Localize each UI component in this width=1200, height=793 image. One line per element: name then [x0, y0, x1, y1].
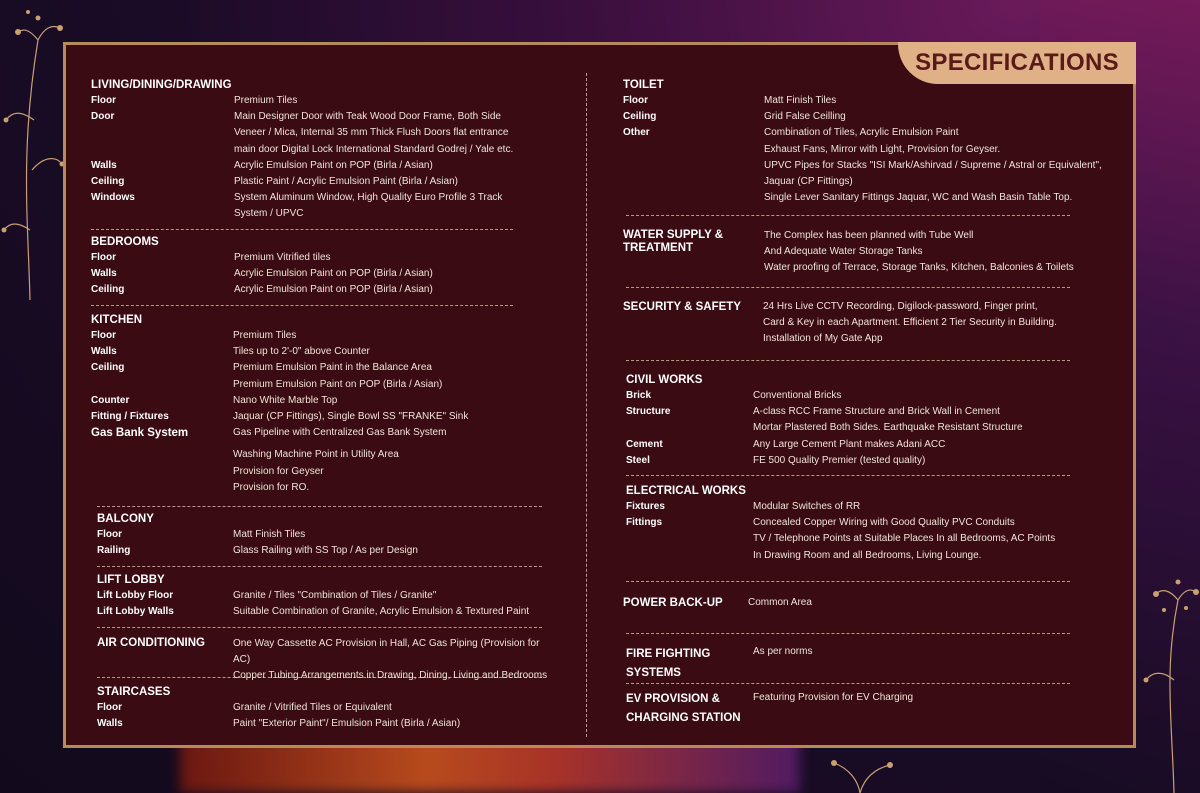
spec-label: Walls	[97, 718, 123, 730]
spec-label: Cement	[626, 438, 663, 450]
section-security-safety	[623, 299, 1113, 348]
spec-label: Fixtures	[626, 501, 665, 512]
spec-value: Card & Key in each Apartment. Efficient 2 Tier Security in Building.	[763, 317, 1057, 329]
spec-label: Walls	[91, 159, 117, 171]
spec-value: Veneer / Mica, Internal 35 mm Thick Flush Doors flat entrance	[234, 127, 509, 139]
section-electrical-works	[626, 484, 1116, 564]
spec-value: UPVC Pipes for Stacks "ISI Mark/Ashirvad / Supreme / Astral or Equivalent",	[764, 159, 1102, 171]
spec-row	[623, 299, 1113, 315]
spec-value: Suitable Combination of Granite, Acrylic Emulsion & Textured Paint	[233, 606, 530, 618]
spec-row	[91, 125, 551, 141]
spec-label: Ceiling	[623, 111, 657, 123]
section-heading: BALCONY	[97, 513, 154, 525]
spec-label: Floor	[91, 252, 116, 263]
spec-label: Ceiling	[91, 284, 125, 296]
spec-row	[91, 93, 551, 109]
spec-value: Provision for Geyser	[233, 465, 324, 477]
spec-value: Acrylic Emulsion Paint on POP (Birla / Asian)	[234, 159, 433, 171]
section-heading: CIVIL WORKS	[626, 374, 703, 386]
spec-value: Nano White Marble Top	[233, 394, 338, 406]
section-heading: LIVING/DINING/DRAWING	[91, 79, 232, 91]
spec-row	[626, 388, 1116, 404]
section-civil-works	[626, 373, 1116, 469]
spec-value: Mortar Plastered Both Sides. Earthquake Resistant Structure	[753, 422, 1023, 434]
spec-value: main door Digital Lock International Standard Godrej / Yale etc.	[234, 143, 514, 155]
spec-label: Steel	[626, 454, 650, 466]
spec-row	[91, 266, 551, 282]
section-staircases	[97, 685, 557, 732]
spec-row	[626, 548, 1116, 564]
spec-value: Paint "Exterior Paint"/ Emulsion Paint (Birla / Asian)	[233, 718, 461, 730]
spec-row	[623, 125, 1113, 141]
spec-value: One Way Cassette AC Provision in Hall, AC Gas Piping (Provision for AC)	[233, 638, 540, 666]
spec-value: The Complex has been planned with Tube Well	[764, 230, 974, 241]
spec-label: Lift Lobby Floor	[97, 590, 174, 601]
spec-row	[97, 527, 557, 543]
spec-row	[623, 109, 1113, 125]
spec-label: Floor	[91, 330, 116, 341]
spec-row	[91, 250, 551, 266]
section-divider	[626, 475, 1070, 476]
section-heading: WATER SUPPLY & TREATMENT	[623, 229, 724, 254]
spec-row	[91, 190, 551, 206]
spec-row	[626, 499, 1116, 515]
spec-value: Copper Tubing Arrangements in Drawing, Dining, Living and Bedrooms	[233, 670, 548, 682]
spec-label: Floor	[97, 702, 122, 713]
spec-label: Gas Bank System	[91, 427, 189, 440]
section-heading: EV PROVISION & CHARGING STATION	[626, 693, 741, 724]
section-ev-provision	[626, 690, 1116, 724]
spec-value: Exhaust Fans, Mirror with Light, Provision for Geyser.	[764, 143, 1001, 155]
spec-row	[623, 228, 1113, 244]
spec-value: Conventional Bricks	[753, 390, 842, 401]
spec-value: Provision for RO.	[233, 481, 310, 493]
section-divider	[626, 287, 1070, 288]
section-balcony	[97, 512, 557, 559]
spec-label: Fittings	[626, 517, 663, 529]
section-heading: LIFT LOBBY	[97, 574, 165, 586]
section-power-backup	[623, 595, 1113, 611]
spec-row	[91, 464, 551, 480]
spec-value: A-class RCC Frame Structure and Brick Wall in Cement	[753, 406, 1000, 418]
spec-row	[97, 716, 557, 732]
spec-value: Matt Finish Tiles	[233, 529, 306, 540]
spec-value: Granite / Vitrified Tiles or Equivalent	[233, 702, 392, 713]
spec-row	[91, 282, 551, 298]
spec-row	[626, 404, 1116, 420]
spec-row	[97, 700, 557, 716]
spec-row	[626, 690, 1116, 706]
spec-value: Combination of Tiles, Acrylic Emulsion Paint	[764, 127, 959, 139]
spec-row	[97, 604, 557, 620]
spec-value: Jaquar (CP Fittings)	[764, 176, 853, 188]
spec-row	[97, 668, 557, 684]
spec-value: Premium Emulsion Paint on POP (Birla / Asian)	[233, 378, 443, 390]
spec-row	[626, 531, 1116, 547]
spec-row	[626, 644, 1116, 660]
spec-row	[623, 260, 1113, 276]
spec-label: Counter	[91, 394, 130, 406]
spec-row	[623, 595, 1113, 611]
spec-value: Glass Railing with SS Top / As per Design	[233, 545, 418, 557]
spec-value: Any Large Cement Plant makes Adani ACC	[753, 438, 946, 450]
spec-label: Ceiling	[91, 362, 125, 374]
spec-value: FE 500 Quality Premier (tested quality)	[753, 454, 926, 466]
section-heading: FIRE FIGHTING SYSTEMS	[626, 648, 711, 679]
spec-label: Windows	[91, 192, 135, 204]
section-heading: POWER BACK-UP	[623, 597, 723, 609]
section-water-supply	[623, 228, 1113, 277]
spec-value: Acrylic Emulsion Paint on POP (Birla / Asian)	[234, 284, 433, 296]
spec-row	[91, 344, 551, 360]
spec-value: Tiles up to 2'-0" above Counter	[233, 346, 370, 358]
spec-row	[97, 636, 557, 668]
floral-ornament-left-icon	[0, 0, 70, 300]
spec-label: Floor	[97, 529, 122, 540]
spec-value: Matt Finish Tiles	[764, 95, 837, 106]
section-heading: BEDROOMS	[91, 236, 159, 248]
spec-row	[91, 206, 551, 222]
spec-label: Walls	[91, 268, 117, 280]
section-divider	[97, 506, 542, 507]
section-heading: AIR CONDITIONING	[97, 637, 205, 649]
spec-value: And Adequate Water Storage Tanks	[764, 246, 923, 258]
spec-row	[623, 158, 1113, 174]
spec-value: TV / Telephone Points at Suitable Places In all Bedrooms, AC Points	[753, 533, 1056, 545]
section-living-dining-drawing	[91, 78, 551, 223]
spec-row	[623, 331, 1113, 347]
spec-row	[97, 588, 557, 604]
spec-value: As per norms	[753, 646, 813, 657]
section-heading: TOILET	[623, 79, 664, 91]
spec-value: Water proofing of Terrace, Storage Tanks, Kitchen, Balconies & Toilets	[764, 262, 1074, 274]
section-heading: SECURITY & SAFETY	[623, 301, 741, 313]
spec-value: Washing Machine Point in Utility Area	[233, 449, 399, 461]
spec-value: Jaquar (CP Fittings), Single Bowl SS "FRANKE" Sink	[233, 411, 469, 423]
spec-row	[91, 409, 551, 425]
spec-value: Gas Pipeline with Centralized Gas Bank System	[233, 427, 447, 439]
spec-value: Premium Vitrified tiles	[234, 252, 331, 263]
section-divider	[91, 305, 513, 306]
section-bedrooms	[91, 235, 551, 299]
spec-row	[91, 158, 551, 174]
spec-row	[91, 480, 551, 496]
spec-row	[91, 360, 551, 376]
spec-value: Premium Emulsion Paint in the Balance Area	[233, 362, 432, 374]
spec-row	[91, 377, 551, 393]
spec-value: Granite / Tiles "Combination of Tiles / Granite"	[233, 590, 437, 601]
spec-row	[623, 190, 1113, 206]
spec-value: Acrylic Emulsion Paint on POP (Birla / Asian)	[234, 268, 433, 280]
section-kitchen	[91, 313, 551, 496]
spec-value: Common Area	[748, 597, 812, 608]
section-divider	[626, 633, 1070, 634]
spec-value: Concealed Copper Wiring with Good Quality PVC Conduits	[753, 517, 1015, 529]
spec-label: Door	[91, 111, 115, 123]
spec-row	[91, 142, 551, 158]
section-divider	[626, 683, 1070, 684]
spec-value: System / UPVC	[234, 208, 304, 220]
section-lift-lobby	[97, 573, 557, 620]
spec-value: Single Lever Sanitary Fittings Jaquar, WC and Wash Basin Table Top.	[764, 192, 1073, 204]
spec-row	[623, 174, 1113, 190]
section-heading: STAIRCASES	[97, 686, 171, 698]
spec-value: Modular Switches of RR	[753, 501, 861, 512]
spec-value: System Aluminum Window, High Quality Euro Profile 3 Track	[234, 192, 503, 204]
spec-row	[91, 328, 551, 344]
section-toilet	[623, 78, 1113, 206]
spec-row	[626, 437, 1116, 453]
section-divider	[626, 215, 1070, 216]
section-heading: KITCHEN	[91, 314, 143, 326]
spec-row	[91, 447, 551, 463]
spec-row	[623, 93, 1113, 109]
spec-row	[91, 393, 551, 409]
spec-row	[91, 174, 551, 190]
floral-ornament-bottom-icon	[820, 745, 900, 793]
spec-label: Railing	[97, 545, 131, 557]
floral-ornament-right-icon	[1134, 560, 1200, 793]
spec-value: Grid False Ceilling	[764, 111, 846, 123]
section-air-conditioning	[97, 636, 557, 685]
section-divider	[97, 566, 542, 567]
section-divider	[91, 229, 513, 230]
spec-value: Premium Tiles	[234, 95, 298, 106]
spec-label: Structure	[626, 406, 671, 418]
spec-row	[91, 425, 551, 441]
specifications-panel	[63, 42, 1136, 748]
spec-label: Floor	[623, 95, 648, 106]
section-divider	[626, 360, 1070, 361]
spec-label: Ceiling	[91, 176, 125, 188]
spec-row	[97, 543, 557, 559]
spec-row	[626, 515, 1116, 531]
spec-row	[623, 244, 1113, 260]
spec-label: Fitting / Fixtures	[91, 411, 169, 423]
spec-row	[623, 315, 1113, 331]
spec-label: Walls	[91, 346, 117, 358]
spec-label: Lift Lobby Walls	[97, 606, 174, 618]
spec-row	[91, 109, 551, 125]
spec-value: In Drawing Room and all Bedrooms, Living Lounge.	[753, 549, 982, 561]
section-heading: ELECTRICAL WORKS	[626, 485, 746, 497]
section-divider	[626, 581, 1070, 582]
spec-value: Featuring Provision for EV Charging	[753, 692, 914, 703]
spec-row	[623, 142, 1113, 158]
column-divider	[586, 73, 587, 737]
spec-value: Main Designer Door with Teak Wood Door Frame, Both Side	[234, 111, 501, 123]
spec-value: Installation of My Gate App	[763, 333, 883, 345]
spec-row	[626, 453, 1116, 469]
spec-label: Other	[623, 127, 650, 139]
spec-value: Plastic Paint / Acrylic Emulsion Paint (Birla / Asian)	[234, 176, 458, 188]
spec-value: 24 Hrs Live CCTV Recording, Digilock-password, Finger print,	[763, 301, 1038, 312]
page-title: SPECIFICATIONS	[898, 42, 1136, 84]
spec-label: Floor	[91, 95, 116, 106]
spec-value: Premium Tiles	[233, 330, 297, 341]
spec-row	[626, 420, 1116, 436]
section-divider	[97, 627, 542, 628]
spec-label: Brick	[626, 390, 652, 401]
section-fire-fighting	[626, 644, 1116, 679]
